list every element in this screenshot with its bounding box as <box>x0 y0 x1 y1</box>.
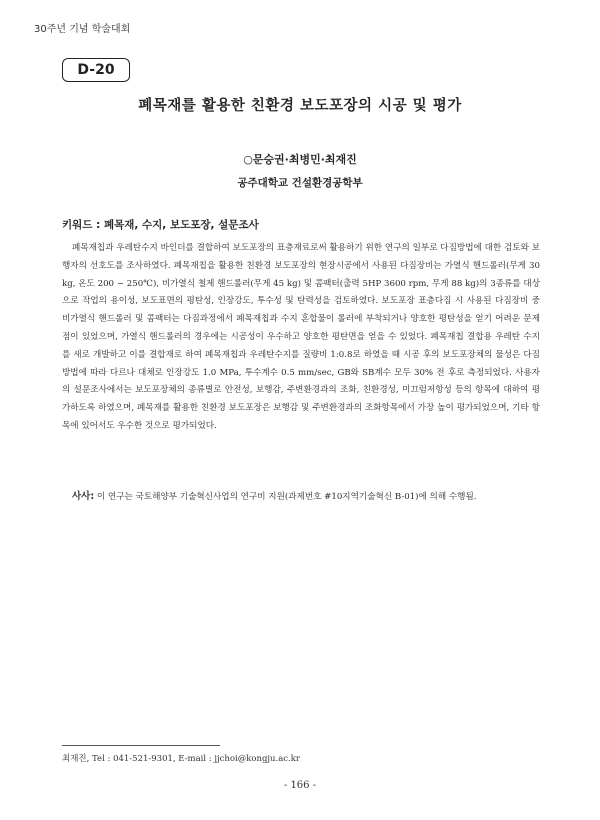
paper-code-badge: D-20 <box>62 58 130 82</box>
paper-title: 폐목재를 활용한 친환경 보도포장의 시공 및 평가 <box>138 98 462 114</box>
acknowledgement-text: 이 연구는 국토해양부 기술혁신사업의 연구비 지원(과제번호 #10지역기술혁신 B-01)에 의해 수행됨. <box>94 492 477 502</box>
paper-affiliation: 공주대학교 건설환경공학부 <box>237 177 363 189</box>
acknowledgement <box>62 488 540 506</box>
footnote-divider <box>62 745 220 746</box>
page-number: - 166 - <box>283 780 317 791</box>
paper-keywords: 키워드 : 폐목재, 수지, 보도포장, 설문조사 <box>62 219 259 231</box>
conference-header: 30주년 기념 학술대회 <box>34 24 131 35</box>
corresponding-author-footnote: 최재진, Tel : 041-521-9301, E-mail : jjchoi@kongju.ac.kr <box>62 754 300 764</box>
acknowledgement-label: 사사: <box>72 491 95 502</box>
paper-authors: ○문승권·최병민·최재진 <box>243 153 357 166</box>
paper-abstract: 폐목재칩과 우레탄수지 바인더를 결합하여 보도포장의 표층재료로써 활용하기 위한 연구의 일부로 다짐방법에 대한 검토와 보행자의 선호도를 조사하였다. 폐목재칩을 활용한 친환경 보도포장의 현장시공에서 사용된 다짐장비는 가열식 핸드롤러(무게 30 kg, 온도 200 ~ 250℃), 비가열식 철제 핸드롤러(무게 45 kg) 및 콤팩터(출력 5HP 3600 rpm, 무게 88 kg)의 3종류를 대상으로 작업의 용이성, 보도표면의 평탄성, 인장강도, 투수성 및 탄력성을 검토하였다. 보도포장 표층다짐 시 사용된 다짐장비 중 비가열식 핸드롤러 및 콤팩터는 다짐과정에서 폐목재칩과 수지 혼합물이 롤러에 부착되거나 양호한 평탄성을 얻기 어려운 문제점이 있었으며, 가열식 핸드롤러의 경우에는 시공성이 우수하고 양호한 평탄면을 얻을 수 있었다. 폐목재칩 결합용 우레탄 수지를 새로 개발하고 이를 결합재로 하여 폐목재칩과 우레탄수지를 질량비 1:0.8로 하였을 때 시공 후의 보도포장체의 물성은 다짐방법에 따라 다르나 대체로 인장강도 1.0 MPa, 투수계수 0.5 mm/sec, GB와 SB계수 모두 30% 전 후로 측정되었다. 사용자의 설문조사에서는 보도포장체의 종류별로 안전성, 보행감, 주변환경과의 조화, 친환경성, 미끄럼저항성 등의 항목에 대하여 평가하도록 하였으며, 폐목재를 활용한 친환경 보도포장은 보행감 및 주변환경과의 조화항목에서 가장 높이 평가되었으며, 기타 항목에 있어서도 우수한 것으로 평가되었다. <box>62 243 540 431</box>
